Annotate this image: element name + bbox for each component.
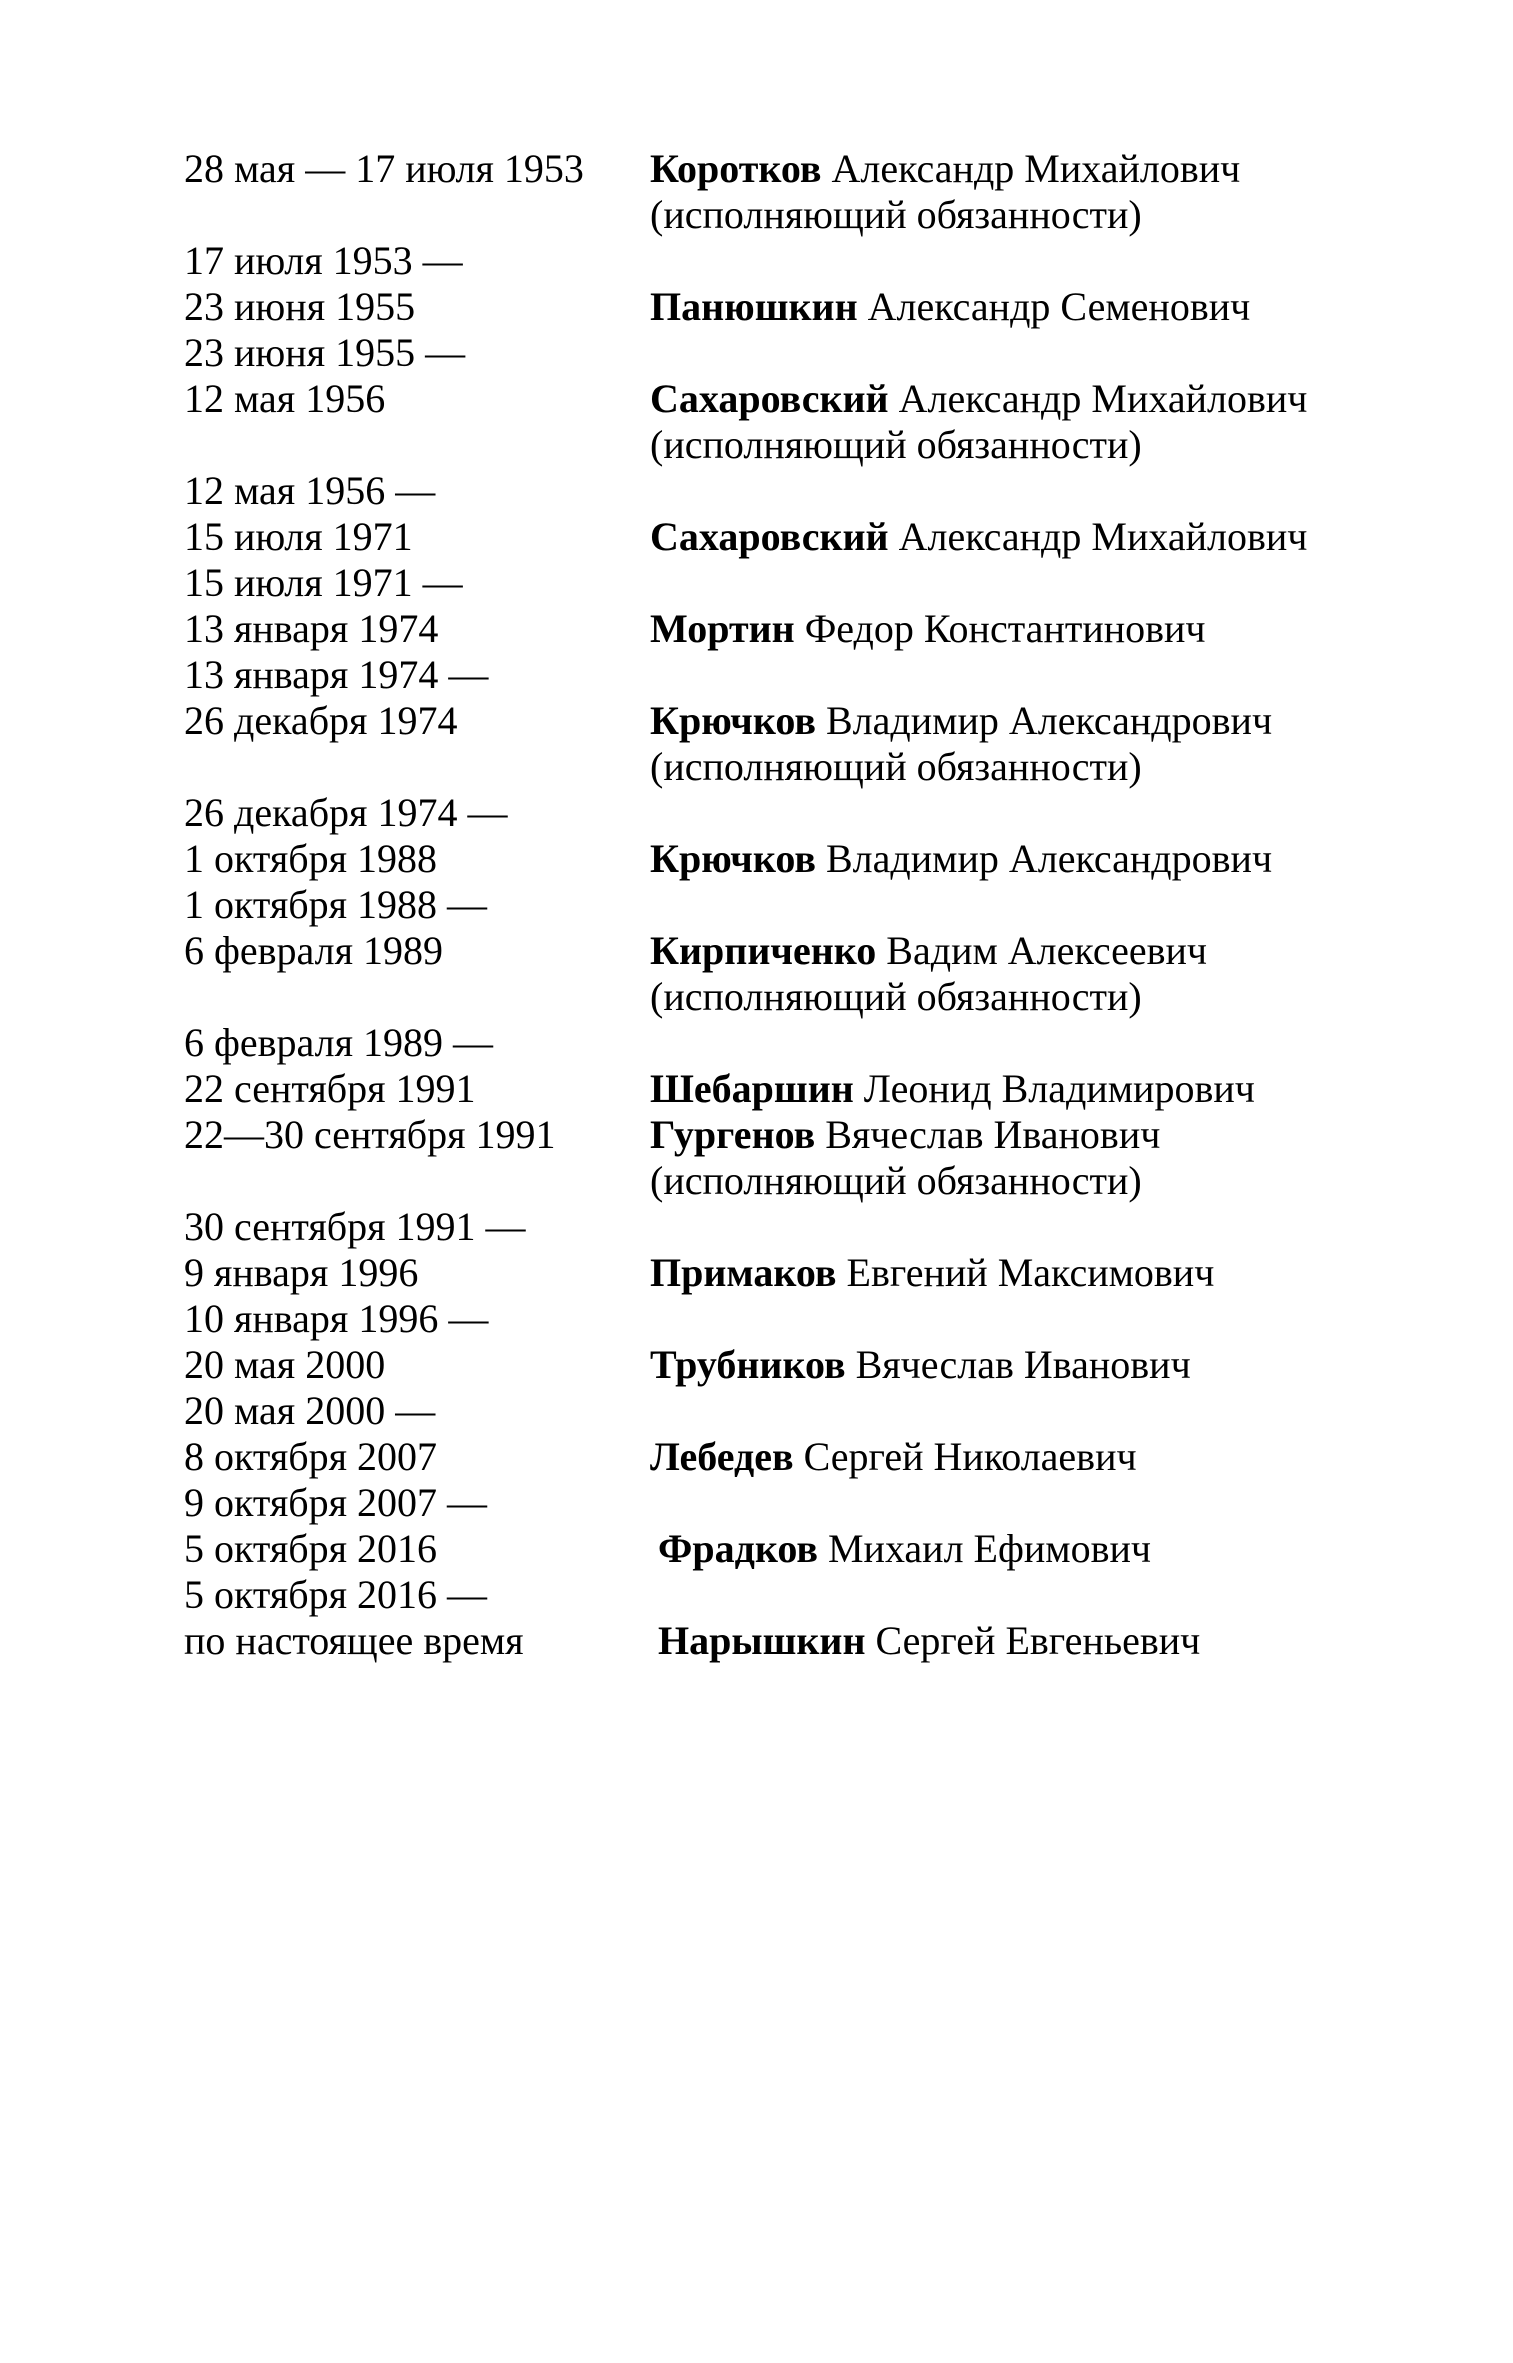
person — [650, 1342, 1470, 1388]
surname: Кирпиченко — [650, 928, 877, 973]
date-range — [184, 1572, 644, 1664]
date-range — [184, 146, 644, 192]
role-note: (исполняющий обязанности) — [650, 422, 1142, 467]
surname: Сахаровский — [650, 376, 889, 421]
date-end: 5 октября 2016 — [184, 1526, 438, 1571]
date-end: 8 октября 2007 — [184, 1434, 438, 1479]
surname: Примаков — [650, 1250, 837, 1295]
date-range — [184, 238, 644, 330]
given-names: Александр Михайлович — [898, 376, 1308, 421]
surname: Трубников — [650, 1342, 846, 1387]
date-start: 5 октября 2016 — — [184, 1572, 488, 1617]
date-range — [184, 790, 644, 882]
date-end: 6 февраля 1989 — [184, 928, 444, 973]
date-range — [184, 1296, 644, 1388]
date-start: 6 февраля 1989 — — [184, 1020, 494, 1065]
person — [650, 376, 1470, 468]
date-end: 13 января 1974 — [184, 606, 439, 651]
surname: Сахаровский — [650, 514, 889, 559]
date-start: 13 января 1974 — — [184, 652, 489, 697]
date-start: 1 октября 1988 — — [184, 882, 488, 927]
person — [650, 284, 1470, 330]
date-end: 22 сентября 1991 — [184, 1066, 476, 1111]
person-name — [650, 698, 1470, 744]
given-names: Сергей Евгеньевич — [875, 1618, 1201, 1663]
given-names: Владимир Александрович — [825, 836, 1273, 881]
given-names: Евгений Максимович — [846, 1250, 1215, 1295]
person — [650, 146, 1470, 238]
date-start: 23 июня 1955 — — [184, 330, 466, 375]
role-note: (исполняющий обязанности) — [650, 1158, 1142, 1203]
date-end: 1 октября 1988 — [184, 836, 438, 881]
date-range — [184, 468, 644, 560]
given-names: Михаил Ефимович — [827, 1526, 1152, 1571]
person-name — [650, 284, 1470, 330]
person-name — [650, 1342, 1470, 1388]
person — [658, 1618, 1478, 1664]
date-end: 15 июля 1971 — [184, 514, 413, 559]
surname: Мортин — [650, 606, 795, 651]
person-name — [658, 1618, 1478, 1664]
date-range — [184, 652, 644, 744]
date-end: 12 мая 1956 — [184, 376, 386, 421]
date-start: 15 июля 1971 — — [184, 560, 463, 605]
date-end: 23 июня 1955 — [184, 284, 416, 329]
person — [650, 928, 1470, 1020]
surname: Шебаршин — [650, 1066, 854, 1111]
given-names: Вадим Алексеевич — [886, 928, 1207, 973]
surname: Фрадков — [658, 1526, 818, 1571]
person-name — [650, 514, 1470, 560]
role-note: (исполняющий обязанности) — [650, 192, 1142, 237]
person — [658, 1526, 1478, 1572]
surname: Гургенов — [650, 1112, 816, 1157]
given-names: Александр Михайлович — [898, 514, 1308, 559]
date-start: 10 января 1996 — — [184, 1296, 489, 1341]
role-note: (исполняющий обязанности) — [650, 974, 1142, 1019]
person — [650, 836, 1470, 882]
person-name — [658, 1526, 1478, 1572]
date-start: 26 декабря 1974 — — [184, 790, 508, 835]
surname: Крючков — [650, 836, 816, 881]
date-range — [184, 1388, 644, 1480]
person — [650, 514, 1470, 560]
date-start: 22—30 сентября 1991 — [184, 1112, 556, 1157]
date-start: 20 мая 2000 — — [184, 1388, 436, 1433]
person-name — [650, 1112, 1470, 1158]
given-names: Сергей Николаевич — [803, 1434, 1137, 1479]
person — [650, 1112, 1470, 1204]
given-names: Александр Семенович — [867, 284, 1251, 329]
person-name — [650, 1250, 1470, 1296]
person-name — [650, 606, 1470, 652]
person-name — [650, 836, 1470, 882]
date-range — [184, 1480, 644, 1572]
date-end: 9 января 1996 — [184, 1250, 419, 1295]
person-name — [650, 1434, 1470, 1480]
person-name — [650, 376, 1470, 422]
date-start: 28 мая — 17 июля 1953 — [184, 146, 584, 191]
date-start: 30 сентября 1991 — — [184, 1204, 526, 1249]
surname: Нарышкин — [658, 1618, 866, 1663]
given-names: Александр Михайлович — [831, 146, 1241, 191]
date-range — [184, 560, 644, 652]
person-name — [650, 146, 1470, 192]
person — [650, 1434, 1470, 1480]
given-names: Владимир Александрович — [825, 698, 1273, 743]
date-range — [184, 1112, 644, 1158]
person-name — [650, 928, 1470, 974]
surname: Лебедев — [650, 1434, 794, 1479]
date-range — [184, 882, 644, 974]
surname: Коротков — [650, 146, 822, 191]
given-names: Вячеслав Иванович — [855, 1342, 1191, 1387]
date-range — [184, 330, 644, 422]
date-end: по настоящее время — [184, 1618, 524, 1663]
given-names: Федор Константинович — [804, 606, 1206, 651]
person — [650, 606, 1470, 652]
person — [650, 1250, 1470, 1296]
surname: Крючков — [650, 698, 816, 743]
person — [650, 698, 1470, 790]
date-end: 26 декабря 1974 — [184, 698, 458, 743]
date-start: 17 июля 1953 — — [184, 238, 463, 283]
surname: Панюшкин — [650, 284, 858, 329]
date-end: 20 мая 2000 — [184, 1342, 386, 1387]
date-range — [184, 1020, 644, 1112]
person — [650, 1066, 1470, 1112]
role-note: (исполняющий обязанности) — [650, 744, 1142, 789]
person-name — [650, 1066, 1470, 1112]
given-names: Леонид Владимирович — [863, 1066, 1255, 1111]
date-range — [184, 1204, 644, 1296]
date-start: 12 мая 1956 — — [184, 468, 436, 513]
date-start: 9 октября 2007 — — [184, 1480, 488, 1525]
given-names: Вячеслав Иванович — [825, 1112, 1161, 1157]
